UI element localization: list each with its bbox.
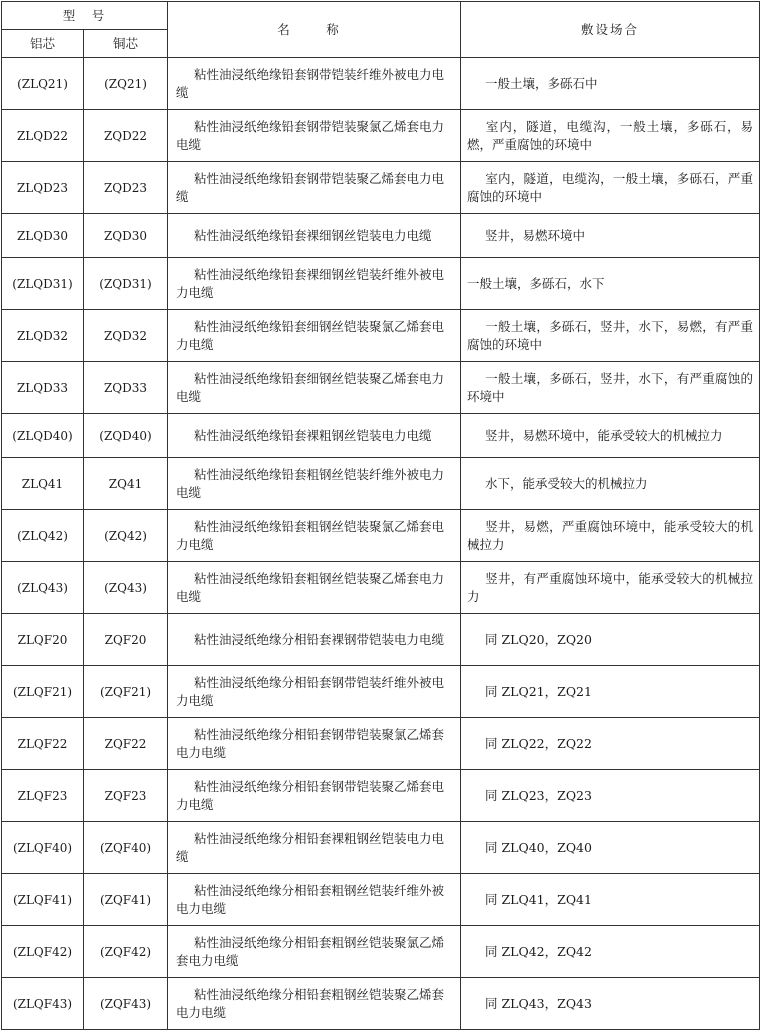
laying-application-text: 竖井，有严重腐蚀环境中，能承受较大的机械拉力 [467, 570, 754, 604]
cable-name-text: 粘性油浸纸绝缘铅套粗钢丝铠装聚氯乙烯套电力电缆 [176, 518, 445, 552]
cable-name-text: 粘性油浸纸绝缘铅套钢带铠装聚氯乙烯套电力电缆 [176, 118, 445, 152]
copper-core-model: ZQ41 [84, 458, 168, 510]
table-body [2, 58, 760, 1030]
cable-name [168, 562, 461, 614]
cable-name [168, 258, 461, 310]
table-row [2, 458, 760, 510]
table-row [2, 110, 760, 162]
table-row [2, 666, 760, 718]
cable-name [168, 414, 461, 458]
laying-application [461, 770, 760, 822]
aluminum-core-model: (ZLQD31) [2, 258, 84, 310]
table-row [2, 258, 760, 310]
cable-name-text: 粘性油浸纸绝缘分相铅套钢带铠装聚氯乙烯套电力电缆 [176, 726, 445, 760]
table-row [2, 310, 760, 362]
cable-name-text: 粘性油浸纸绝缘分相铅套钢带铠装纤维外被电力电缆 [176, 674, 445, 708]
cable-name [168, 110, 461, 162]
cable-name [168, 822, 461, 874]
aluminum-core-model: (ZLQF43) [2, 978, 84, 1030]
table-row [2, 614, 760, 666]
cable-name [168, 614, 461, 666]
laying-application-text: 一般土壤，多砾石中 [485, 75, 598, 91]
laying-application-text: 同 ZLQ43，ZQ43 [485, 995, 592, 1011]
aluminum-core-model: ZLQD32 [2, 310, 84, 362]
aluminum-core-model: (ZLQD40) [2, 414, 84, 458]
laying-application [461, 510, 760, 562]
cable-name-text: 粘性油浸纸绝缘铅套裸细钢丝铠装电力电缆 [194, 227, 432, 243]
laying-application-text: 水下，能承受较大的机械拉力 [485, 475, 648, 491]
aluminum-core-model: ZLQF23 [2, 770, 84, 822]
aluminum-core-model: ZLQD22 [2, 110, 84, 162]
cable-name-text: 粘性油浸纸绝缘铅套细钢丝铠装聚乙烯套电力电缆 [176, 370, 445, 404]
table-row [2, 926, 760, 978]
aluminum-core-model: ZLQ41 [2, 458, 84, 510]
cable-name [168, 978, 461, 1030]
cable-name-text: 粘性油浸纸绝缘铅套钢带铠装聚乙烯套电力电缆 [176, 170, 445, 204]
cable-name-text: 粘性油浸纸绝缘分相铅套粗钢丝铠装聚乙烯套电力电缆 [176, 986, 445, 1020]
laying-application [461, 614, 760, 666]
copper-core-model: (ZQ42) [84, 510, 168, 562]
table-row [2, 414, 760, 458]
copper-core-header: 铜芯 [84, 30, 168, 58]
laying-application-text: 同 ZLQ42，ZQ42 [485, 943, 592, 959]
laying-application-text: 竖井，易燃环境中，能承受较大的机械拉力 [485, 427, 723, 443]
cable-name [168, 666, 461, 718]
laying-application-text: 同 ZLQ40，ZQ40 [485, 839, 592, 855]
cable-name [168, 214, 461, 258]
table-row [2, 770, 760, 822]
copper-core-model: (ZQF42) [84, 926, 168, 978]
cable-name [168, 510, 461, 562]
table-row [2, 362, 760, 414]
header-row-top [2, 2, 760, 30]
aluminum-core-model: (ZLQF42) [2, 926, 84, 978]
copper-core-model: ZQF22 [84, 718, 168, 770]
cable-name [168, 310, 461, 362]
table-row [2, 58, 760, 110]
aluminum-core-model: (ZLQF21) [2, 666, 84, 718]
table-row [2, 162, 760, 214]
copper-core-model: ZQF23 [84, 770, 168, 822]
laying-application [461, 110, 760, 162]
table-row [2, 822, 760, 874]
aluminum-core-model: (ZLQ21) [2, 58, 84, 110]
copper-core-model: (ZQF43) [84, 978, 168, 1030]
laying-application-text: 同 ZLQ23，ZQ23 [485, 787, 592, 803]
cable-name-text: 粘性油浸纸绝缘分相铅套粗钢丝铠装聚氯乙烯套电力电缆 [176, 934, 445, 968]
cable-name [168, 362, 461, 414]
aluminum-core-header: 铝芯 [2, 30, 84, 58]
laying-application [461, 666, 760, 718]
aluminum-core-model: ZLQD23 [2, 162, 84, 214]
cable-name [168, 58, 461, 110]
table-row [2, 562, 760, 614]
cable-name-text: 粘性油浸纸绝缘分相铅套裸粗钢丝铠装电力电缆 [176, 830, 445, 864]
cable-name-text: 粘性油浸纸绝缘铅套钢带铠装纤维外被电力电缆 [176, 66, 445, 100]
aluminum-core-model: ZLQD30 [2, 214, 84, 258]
laying-application-text: 竖井，易燃环境中 [485, 227, 586, 243]
laying-application-text: 同 ZLQ41，ZQ41 [485, 891, 592, 907]
laying-application-text: 竖井，易燃，严重腐蚀环境中，能承受较大的机械拉力 [467, 518, 754, 552]
laying-application-text: 一般土壤，多砾石，竖井，水下，易燃，有严重腐蚀的环境中 [467, 318, 754, 352]
laying-application [461, 822, 760, 874]
laying-application [461, 978, 760, 1030]
copper-core-model: (ZQ43) [84, 562, 168, 614]
laying-application [461, 874, 760, 926]
copper-core-model: ZQD32 [84, 310, 168, 362]
cable-name-text: 粘性油浸纸绝缘铅套粗钢丝铠装聚乙烯套电力电缆 [176, 570, 445, 604]
table-row [2, 214, 760, 258]
aluminum-core-model: (ZLQ43) [2, 562, 84, 614]
cable-name-text: 粘性油浸纸绝缘铅套粗钢丝铠装纤维外被电力电缆 [176, 466, 445, 500]
laying-application-text: 同 ZLQ20，ZQ20 [485, 631, 592, 647]
copper-core-model: (ZQ21) [84, 58, 168, 110]
copper-core-model: ZQD22 [84, 110, 168, 162]
copper-core-model: (ZQD40) [84, 414, 168, 458]
cable-name-text: 粘性油浸纸绝缘铅套细钢丝铠装聚氯乙烯套电力电缆 [176, 318, 445, 352]
aluminum-core-model: (ZLQF40) [2, 822, 84, 874]
laying-application [461, 162, 760, 214]
cable-name [168, 874, 461, 926]
laying-application-text: 同 ZLQ22，ZQ22 [485, 735, 592, 751]
copper-core-model: (ZQD31) [84, 258, 168, 310]
cable-name-text: 粘性油浸纸绝缘铅套裸细钢丝铠装纤维外被电力电缆 [176, 266, 445, 300]
cable-name [168, 770, 461, 822]
laying-application-text: 一般土壤，多砾石，竖井，水下，有严重腐蚀的环境中 [467, 370, 754, 404]
cable-type-table [1, 1, 760, 1030]
copper-core-model: (ZQF41) [84, 874, 168, 926]
laying-application [461, 310, 760, 362]
cable-name-text: 粘性油浸纸绝缘分相铅套钢带铠装聚乙烯套电力电缆 [176, 778, 445, 812]
name-header: 名 称 [168, 2, 461, 58]
laying-application-text: 同 ZLQ21，ZQ21 [485, 683, 592, 699]
laying-application-text: 一般土壤，多砾石，水下 [467, 275, 605, 291]
model-header: 型 号 [2, 2, 168, 30]
laying-application [461, 214, 760, 258]
aluminum-core-model: ZLQD33 [2, 362, 84, 414]
table-row [2, 874, 760, 926]
aluminum-core-model: (ZLQF41) [2, 874, 84, 926]
cable-name [168, 926, 461, 978]
copper-core-model: (ZQF40) [84, 822, 168, 874]
laying-application-text: 室内，隧道，电缆沟，一般土壤，多砾石，严重腐蚀的环境中 [467, 170, 754, 204]
cable-name [168, 458, 461, 510]
aluminum-core-model: ZLQF20 [2, 614, 84, 666]
laying-application [461, 362, 760, 414]
aluminum-core-model: (ZLQ42) [2, 510, 84, 562]
table-row [2, 978, 760, 1030]
cable-name-text: 粘性油浸纸绝缘分相铅套裸钢带铠装电力电缆 [194, 631, 445, 647]
copper-core-model: (ZQF21) [84, 666, 168, 718]
aluminum-core-model: ZLQF22 [2, 718, 84, 770]
cable-name [168, 718, 461, 770]
copper-core-model: ZQD30 [84, 214, 168, 258]
cable-name [168, 162, 461, 214]
laying-application-text: 室内，隧道，电缆沟，一般土壤，多砾石，易燃，严重腐蚀的环境中 [467, 118, 754, 152]
table-row [2, 718, 760, 770]
laying-application [461, 58, 760, 110]
cable-name-text: 粘性油浸纸绝缘分相铅套粗钢丝铠装纤维外被电力电缆 [176, 882, 445, 916]
laying-application [461, 414, 760, 458]
laying-application [461, 258, 760, 310]
laying-application [461, 926, 760, 978]
application-header: 敷设场合 [461, 2, 760, 58]
laying-application [461, 718, 760, 770]
copper-core-model: ZQF20 [84, 614, 168, 666]
cable-name-text: 粘性油浸纸绝缘铅套裸粗钢丝铠装电力电缆 [194, 427, 432, 443]
copper-core-model: ZQD33 [84, 362, 168, 414]
copper-core-model: ZQD23 [84, 162, 168, 214]
laying-application [461, 458, 760, 510]
table-row [2, 510, 760, 562]
laying-application [461, 562, 760, 614]
